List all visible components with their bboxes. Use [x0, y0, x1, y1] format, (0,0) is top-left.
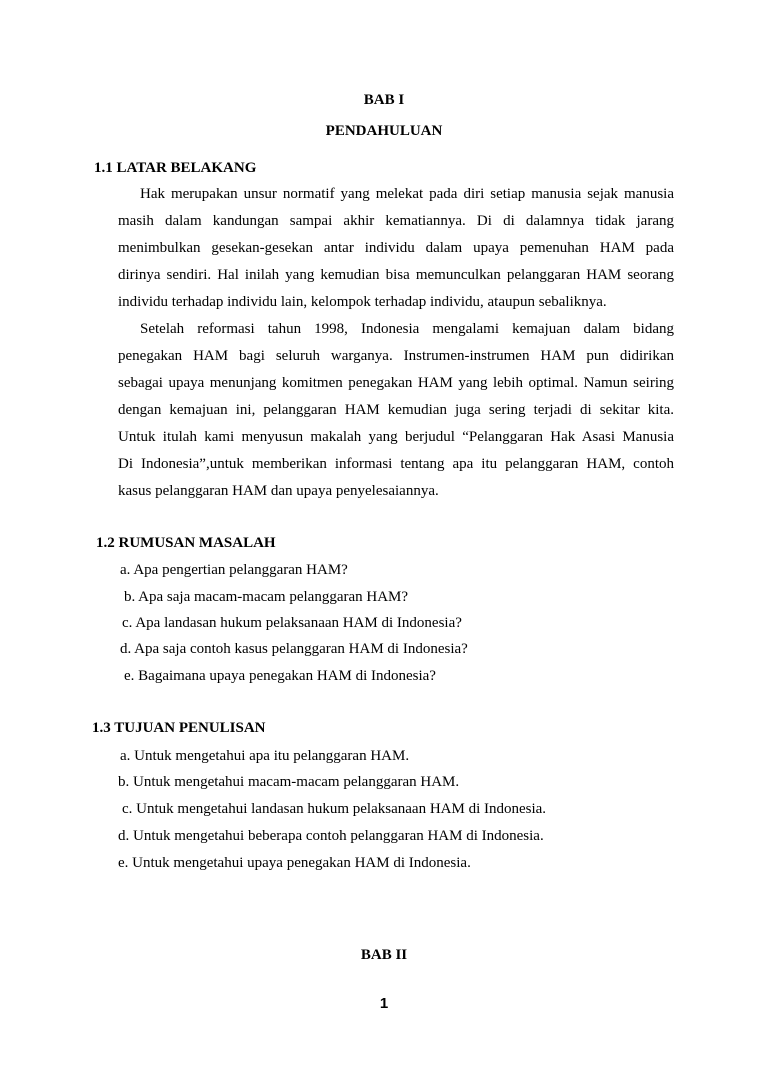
paragraph2-line: dengan kemajuan ini, pelanggaran HAM kemudian juga sering terjadi di sekitar kita. [118, 402, 674, 418]
paragraph1-line: Hak merupakan unsur normatif yang melekat pada diri setiap manusia sejak manusia [140, 186, 674, 202]
section3-heading: 1.3 TUJUAN PENULISAN [92, 720, 266, 736]
paragraph2-line: Setelah reformasi tahun 1998, Indonesia mengalami kemajuan dalam bidang [140, 321, 674, 337]
paragraph1-line: masih dalam kandungan sampai akhir kematiannya. Di di dalamnya tidak jarang [118, 213, 674, 229]
chapter2-label: BAB II [360, 947, 408, 963]
paragraph1-line: individu terhadap individu lain, kelompok terhadap individu, ataupun sebaliknya. [118, 294, 607, 310]
problem-item: a. Apa pengertian pelanggaran HAM? [120, 562, 348, 578]
paragraph2-line: Di Indonesia”,untuk memberikan informasi tentang apa itu pelanggaran HAM, contoh [118, 456, 674, 472]
section1-heading: 1.1 LATAR BELAKANG [94, 160, 257, 176]
chapter1-label: BAB I [363, 92, 405, 108]
chapter1-title: PENDAHULUAN [325, 123, 443, 139]
paragraph1-line: menimbulkan gesekan-gesekan antar individu dalam upaya pemenuhan HAM pada [118, 240, 674, 256]
objective-item: e. Untuk mengetahui upaya penegakan HAM di Indonesia. [118, 855, 471, 871]
problem-item: c. Apa landasan hukum pelaksanaan HAM di Indonesia? [122, 615, 462, 631]
problem-item: b. Apa saja macam-macam pelanggaran HAM? [124, 589, 409, 605]
page-number: 1 [379, 995, 389, 1012]
problem-item: e. Bagaimana upaya penegakan HAM di Indonesia? [124, 668, 436, 684]
paragraph2-line: sebagai upaya menunjang komitmen penegakan HAM yang lebih optimal. Namun seiring [118, 375, 674, 391]
objective-item: b. Untuk mengetahui macam-macam pelanggaran HAM. [118, 774, 460, 790]
paragraph2-line: Untuk itulah kami menyusun makalah yang berjudul “Pelanggaran Hak Asasi Manusia [118, 429, 674, 445]
objective-item: d. Untuk mengetahui beberapa contoh pelanggaran HAM di Indonesia. [118, 828, 544, 844]
paragraph2-line: kasus pelanggaran HAM dan upaya penyelesaiannya. [118, 483, 439, 499]
objective-item: a. Untuk mengetahui apa itu pelanggaran HAM. [120, 748, 410, 764]
paragraph1-line: dirinya sendiri. Hal inilah yang kemudian bisa memunculkan pelanggaran HAM seorang [118, 267, 674, 283]
section2-heading: 1.2 RUMUSAN MASALAH [96, 535, 276, 551]
objective-item: c. Untuk mengetahui landasan hukum pelaksanaan HAM di Indonesia. [122, 801, 547, 817]
paragraph2-line: penegakan HAM bagi seluruh warganya. Instrumen-instrumen HAM pun didirikan [118, 348, 674, 364]
problem-item: d. Apa saja contoh kasus pelanggaran HAM di Indonesia? [120, 641, 468, 657]
